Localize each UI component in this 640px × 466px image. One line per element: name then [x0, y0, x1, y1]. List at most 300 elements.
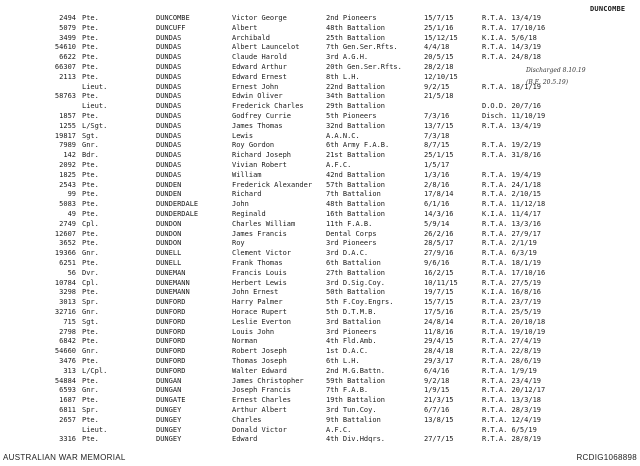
surname: DUNFORD [156, 347, 186, 356]
service-number: 3476 [59, 357, 76, 365]
unit: 32nd Battalion [326, 121, 386, 130]
fate: R.T.A. 11/12/18 [482, 200, 546, 209]
table-row [0, 190, 640, 198]
given-names: Arthur Albert [232, 406, 287, 414]
unit: 3rd Battalion [326, 317, 381, 326]
rank: Pte. [82, 259, 99, 267]
rank: L/Sgt. [82, 121, 108, 130]
given-names: Richard Joseph [232, 151, 292, 160]
unit: 6th L.H. [326, 357, 360, 365]
enlistment-date: 25/1/15 [424, 151, 454, 160]
service-number: 6622 [59, 53, 76, 62]
unit: 1st D.A.C. [326, 347, 369, 356]
rank: Pte. [82, 112, 99, 120]
unit: 48th Battalion [326, 200, 386, 209]
rank: Pte. [82, 180, 99, 189]
given-names: Francis Louis [232, 268, 287, 277]
enlistment-date: 21/3/15 [424, 396, 454, 405]
table-row [0, 269, 640, 277]
given-names: John [232, 200, 249, 209]
fate: R.T.A. 2/10/15 [482, 190, 542, 199]
rank: Pte. [82, 200, 99, 209]
enlistment-date: 17/8/14 [424, 190, 454, 199]
table-row [0, 406, 640, 414]
fate: R.T.A. 19/2/19 [482, 141, 542, 150]
fate: R.T.A. 22/8/19 [482, 347, 542, 356]
unit: 20th Gen.Ser.Rfts. [326, 63, 402, 71]
surname: DUNEMANN [156, 278, 190, 287]
surname: DUNGEY [156, 435, 182, 444]
rank: Gnr. [82, 141, 99, 150]
given-names: Godfrey Currie [232, 112, 292, 120]
enlistment-date: 15/12/15 [424, 33, 458, 42]
table-row [0, 239, 640, 247]
handwritten-note: Discharged 8.10.19 [526, 67, 586, 74]
surname: DUNDON [156, 219, 182, 228]
surname: DUNDAS [156, 161, 182, 169]
service-number: 3652 [59, 239, 76, 248]
table-row [0, 102, 640, 110]
unit: 4th Fld.Amb. [326, 337, 377, 346]
fate: R.T.A. 2/1/19 [482, 239, 537, 248]
service-number: 3316 [59, 435, 76, 444]
fate: R.T.A. 27/4/19 [482, 337, 542, 346]
given-names: Clement Victor [232, 249, 292, 258]
rank: Pte. [82, 327, 99, 336]
footer-reference: RCDIG1068898 [576, 453, 637, 462]
table-row [0, 396, 640, 404]
unit: 57th Battalion [326, 180, 386, 189]
fate: R.T.A. 28/8/19 [482, 435, 542, 444]
rank: Pte. [82, 376, 99, 385]
given-names: Edward [232, 435, 258, 444]
enlistment-date: 16/2/15 [424, 268, 454, 277]
enlistment-date: 17/5/16 [424, 308, 454, 316]
surname: DUNFORD [156, 366, 186, 375]
service-number: 142 [63, 151, 76, 160]
given-names: Louis John [232, 327, 275, 336]
fate: R.T.A. 25/5/19 [482, 308, 542, 316]
rank: Pte. [82, 396, 99, 405]
table-row [0, 24, 640, 32]
service-number: 7989 [59, 141, 76, 150]
rank: Pte. [82, 161, 99, 169]
service-number: 1857 [59, 112, 76, 120]
rank: Pte. [82, 63, 99, 71]
rank: Pte. [82, 43, 99, 52]
given-names: William [232, 170, 262, 179]
fate: R.T.A. 28/6/19 [482, 357, 542, 365]
rank: L/Cpl. [82, 366, 108, 375]
table-row [0, 34, 640, 42]
given-names: Richard [232, 190, 262, 199]
service-number: 19817 [54, 131, 76, 140]
unit: 2nd M.G.Battn. [326, 366, 386, 375]
unit: 34th Battalion [326, 92, 386, 101]
service-number: 3013 [59, 298, 76, 307]
given-names: Reginald [232, 210, 266, 218]
surname: DUNFORD [156, 327, 186, 336]
rank: Pte. [82, 337, 99, 346]
surname: DUNEMAN [156, 268, 186, 277]
enlistment-date: 28/4/18 [424, 347, 454, 356]
surname: DUNGATE [156, 396, 186, 405]
given-names: Edwin Oliver [232, 92, 283, 101]
surname: DUNDAS [156, 151, 182, 160]
given-names: Albert [232, 23, 258, 32]
service-number: 54884 [54, 376, 76, 385]
given-names: James Christopher [232, 376, 304, 385]
fate: R.T.A. 23/7/19 [482, 298, 542, 307]
surname: DUNFORD [156, 357, 186, 365]
surname: DUNFORD [156, 337, 186, 346]
surname: DUNELL [156, 249, 182, 258]
enlistment-date: 1/3/16 [424, 170, 450, 179]
rank: Lieut. [82, 102, 108, 111]
surname: DUNDAS [156, 121, 182, 130]
unit: 5th D.T.M.B. [326, 308, 377, 316]
enlistment-date: 9/2/15 [424, 82, 450, 91]
given-names: John Ernest [232, 288, 279, 297]
given-names: Harry Palmer [232, 298, 283, 307]
service-number: 54660 [54, 347, 76, 356]
service-number: 2657 [59, 415, 76, 424]
surname: DUNDAS [156, 170, 182, 179]
unit: 7th Gen.Ser.Rfts. [326, 43, 398, 52]
table-row [0, 298, 640, 306]
enlistment-date: 25/1/16 [424, 23, 454, 32]
fate: R.T.A. 12/4/19 [482, 415, 542, 424]
unit: 8th L.H. [326, 72, 360, 81]
enlistment-date: 27/7/15 [424, 435, 454, 444]
unit: 5th Pioneers [326, 112, 377, 120]
fate: D.O.D. 20/7/16 [482, 102, 542, 111]
rank: Gnr. [82, 386, 99, 395]
rank: Sgt. [82, 317, 99, 326]
surname: DUNFORD [156, 308, 186, 316]
table-row [0, 200, 640, 208]
fate: R.T.A. 14/3/19 [482, 43, 542, 52]
unit: A.F.C. [326, 161, 352, 169]
given-names: Ernest John [232, 82, 279, 91]
enlistment-date: 29/3/17 [424, 357, 454, 365]
table-row [0, 308, 640, 316]
enlistment-date: 27/9/16 [424, 249, 454, 258]
service-number: 2494 [59, 14, 76, 22]
enlistment-date: 10/11/15 [424, 278, 458, 287]
rank: Pte. [82, 14, 99, 22]
surname: DUNDON [156, 239, 182, 248]
enlistment-date: 11/8/16 [424, 327, 454, 336]
service-number: 99 [67, 190, 76, 199]
unit: 7th Battalion [326, 190, 381, 199]
surname: DUNDAS [156, 43, 182, 52]
enlistment-date: 14/3/16 [424, 210, 454, 218]
fate: Disch. 11/10/19 [482, 112, 546, 120]
rank: Pte. [82, 239, 99, 248]
unit: 21st Battalion [326, 151, 386, 160]
surname: DUNGAN [156, 376, 182, 385]
given-names: Thomas Joseph [232, 357, 287, 365]
table-row [0, 141, 640, 149]
table-row [0, 435, 640, 443]
unit: 42nd Battalion [326, 170, 386, 179]
surname: DUNDERDALE [156, 200, 199, 209]
enlistment-date: 8/7/15 [424, 141, 450, 150]
rank: Cpl. [82, 219, 99, 228]
enlistment-date: 6/1/16 [424, 200, 450, 209]
surname: DUNDERDALE [156, 210, 199, 218]
fate: K.I.A. 11/4/17 [482, 210, 542, 218]
fate: R.T.A. 17/10/16 [482, 23, 546, 32]
service-number: 2749 [59, 219, 76, 228]
surname: DUNDAS [156, 141, 182, 150]
fate: R.T.A. 6/3/19 [482, 249, 537, 258]
table-row [0, 318, 640, 326]
service-number: 58763 [54, 92, 76, 101]
enlistment-date: 29/4/15 [424, 337, 454, 346]
table-row [0, 181, 640, 189]
enlistment-date: 26/2/16 [424, 229, 454, 238]
rank: Gnr. [82, 308, 99, 316]
fate: R.T.A. 19/10/19 [482, 327, 546, 336]
given-names: Horace Rupert [232, 308, 287, 316]
table-row [0, 337, 640, 345]
unit: 29th Battalion [326, 102, 386, 111]
enlistment-date: 1/9/15 [424, 386, 450, 395]
unit: 5th F.Coy.Engrs. [326, 298, 394, 307]
unit: 3rd D.Sig.Coy. [326, 278, 386, 287]
service-number: 5083 [59, 200, 76, 209]
given-names: Walter Edward [232, 366, 287, 375]
table-row [0, 259, 640, 267]
table-row [0, 230, 640, 238]
service-number: 66307 [54, 63, 76, 71]
fate: R.T.A. 19/4/19 [482, 170, 542, 179]
surname: DUNGAN [156, 386, 182, 395]
given-names: Edward Ernest [232, 72, 287, 81]
service-number: 1687 [59, 396, 76, 405]
table-row [0, 151, 640, 159]
surname: DUNDAS [156, 112, 182, 120]
table-row [0, 53, 640, 61]
table-row [0, 416, 640, 424]
given-names: James Francis [232, 229, 287, 238]
table-row [0, 279, 640, 287]
surname: DUNDAS [156, 102, 182, 111]
fate: R.T.A. 27/9/17 [482, 229, 542, 238]
unit: A.A.N.C. [326, 131, 360, 140]
service-number: 1255 [59, 121, 76, 130]
surname: DUNEMANN [156, 288, 190, 297]
unit: 7th F.A.B. [326, 386, 369, 395]
table-row [0, 347, 640, 355]
surname: DUNGEY [156, 406, 182, 414]
table-row [0, 357, 640, 365]
service-number: 1825 [59, 170, 76, 179]
service-number: 56 [67, 268, 76, 277]
rank: Pte. [82, 435, 99, 444]
surname: DUNCUFF [156, 23, 186, 32]
given-names: Edward Arthur [232, 63, 287, 71]
rank: Pte. [82, 72, 99, 81]
service-number: 32716 [54, 308, 76, 316]
enlistment-date: 2/8/16 [424, 180, 450, 189]
unit: 6th Army F.A.B. [326, 141, 390, 150]
surname: DUNDAS [156, 63, 182, 71]
given-names: Charles [232, 415, 262, 424]
fate: R.T.A. 27/5/19 [482, 278, 542, 287]
enlistment-date: 28/5/17 [424, 239, 454, 248]
table-row [0, 426, 640, 434]
table-row [0, 210, 640, 218]
rank: Pte. [82, 92, 99, 101]
footer-institution: AUSTRALIAN WAR MEMORIAL [3, 453, 126, 462]
service-number: 19366 [54, 249, 76, 258]
rank: Pte. [82, 288, 99, 297]
fate: K.I.A. 5/6/18 [482, 33, 537, 42]
enlistment-date: 4/4/18 [424, 43, 450, 52]
enlistment-date: 5/9/14 [424, 219, 450, 228]
service-number: 3499 [59, 33, 76, 42]
enlistment-date: 15/7/15 [424, 298, 454, 307]
given-names: Ernest Charles [232, 396, 292, 405]
given-names: Donald Victor [232, 425, 287, 434]
unit: 19th Battalion [326, 396, 386, 405]
surname: DUNDAS [156, 53, 182, 62]
rank: Spr. [82, 298, 99, 307]
given-names: Roy [232, 239, 245, 248]
surname: DUNFORD [156, 298, 186, 307]
table-row [0, 43, 640, 51]
given-names: Roy Gordon [232, 141, 275, 150]
enlistment-date: 13/8/15 [424, 415, 454, 424]
fate: R.T.A. 23/4/19 [482, 376, 542, 385]
surname: DUNFORD [156, 317, 186, 326]
surname: DUNDAS [156, 33, 182, 42]
unit: 48th Battalion [326, 23, 386, 32]
unit: 22nd Battalion [326, 82, 386, 91]
fate: R.T.A. 28/3/19 [482, 406, 542, 414]
enlistment-date: 24/8/14 [424, 317, 454, 326]
unit: 6th Battalion [326, 259, 381, 267]
surname: DUNELL [156, 259, 182, 267]
service-number: 2113 [59, 72, 76, 81]
enlistment-date: 12/10/15 [424, 72, 458, 81]
rank: Pte. [82, 23, 99, 32]
unit: 9th Battalion [326, 415, 381, 424]
given-names: Frank Thomas [232, 259, 283, 267]
given-names: Norman [232, 337, 258, 346]
surname: DUNGEY [156, 415, 182, 424]
fate: R.T.A. 1/9/19 [482, 366, 537, 375]
fate: K.I.A. 16/8/16 [482, 288, 542, 297]
table-row [0, 220, 640, 228]
given-names: Frederick Charles [232, 102, 304, 111]
fate: R.T.A. 13/3/18 [482, 396, 542, 405]
unit: 25th Battalion [326, 33, 386, 42]
service-number: 49 [67, 210, 76, 218]
service-number: 6811 [59, 406, 76, 414]
surname: DUNDAS [156, 131, 182, 140]
rank: Pte. [82, 33, 99, 42]
given-names: Charles William [232, 219, 296, 228]
service-number: 715 [63, 317, 76, 326]
service-number: 2092 [59, 161, 76, 169]
fate: R.T.A. 18/1/19 [482, 82, 542, 91]
table-row [0, 386, 640, 394]
service-number: 3298 [59, 288, 76, 297]
service-number: 313 [63, 366, 76, 375]
fate: R.T.A. 20/10/18 [482, 317, 546, 326]
fate: R.T.A. 24/1/18 [482, 180, 542, 189]
given-names: Herbert Lewis [232, 278, 287, 287]
enlistment-date: 13/7/15 [424, 121, 454, 130]
fate: R.T.A. 24/8/18 [482, 53, 542, 62]
surname: DUNDON [156, 229, 182, 238]
unit: 50th Battalion [326, 288, 386, 297]
rank: Pte. [82, 53, 99, 62]
given-names: Vivian Robert [232, 161, 287, 169]
table-row [0, 112, 640, 120]
enlistment-date: 15/7/15 [424, 14, 454, 22]
enlistment-date: 6/7/16 [424, 406, 450, 414]
table-row [0, 249, 640, 257]
table-row [0, 14, 640, 22]
service-number: 6842 [59, 337, 76, 346]
given-names: Frederick Alexander [232, 180, 313, 189]
enlistment-date: 20/5/15 [424, 53, 454, 62]
fate: R.T.A. 17/10/16 [482, 268, 546, 277]
enlistment-date: 7/3/16 [424, 112, 450, 120]
service-number: 12607 [54, 229, 76, 238]
unit: 4th Div.Hdqrs. [326, 435, 386, 444]
surname: DUNDEN [156, 180, 182, 189]
unit: 3rd D.A.C. [326, 249, 369, 258]
unit: A.F.C. [326, 425, 352, 434]
rank: Cpl. [82, 278, 99, 287]
table-row [0, 161, 640, 169]
service-number: 6593 [59, 386, 76, 395]
fate: R.T.A. 13/4/19 [482, 121, 542, 130]
rank: Pte. [82, 415, 99, 424]
fate: R.T.A. 13/4/19 [482, 14, 542, 22]
rank: Bdr. [82, 151, 99, 160]
surname: DUNCOMBE [156, 14, 190, 22]
surname: DUNDAS [156, 72, 182, 81]
given-names: Albert Launcelot [232, 43, 300, 52]
unit: 11th F.A.B. [326, 219, 373, 228]
service-number: 6251 [59, 259, 76, 267]
rank: Gnr. [82, 249, 99, 258]
service-number: 2798 [59, 327, 76, 336]
service-number: 10784 [54, 278, 76, 287]
rank: Pte. [82, 357, 99, 365]
table-row [0, 328, 640, 336]
fate: R.T.A. 20/12/17 [482, 386, 546, 395]
rank: Lieut. [82, 425, 108, 434]
given-names: Leslie Everton [232, 317, 292, 326]
unit: 3rd Tun.Coy. [326, 406, 377, 414]
rank: Pte. [82, 210, 99, 218]
header-surname: DUNCOMBE [590, 5, 626, 13]
table-row [0, 377, 640, 385]
rank: Pte. [82, 170, 99, 179]
enlistment-date: 28/2/18 [424, 63, 454, 71]
table-row [0, 92, 640, 100]
fate: R.T.A. 6/5/19 [482, 425, 537, 434]
rank: Pte. [82, 229, 99, 238]
